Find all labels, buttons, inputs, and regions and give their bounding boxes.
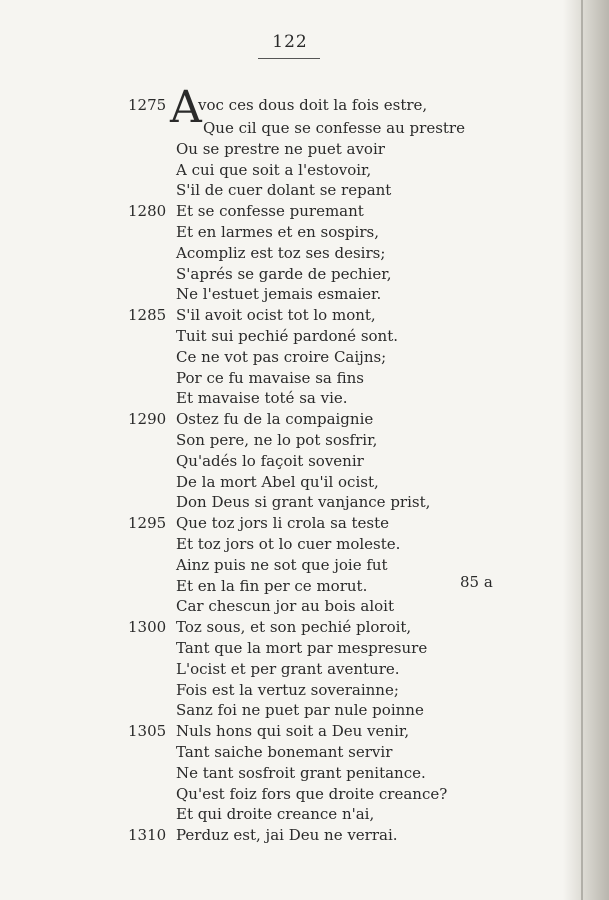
verse-line: S'il avoit ocist tot lo mont, (176, 306, 376, 324)
verse-line: De la mort Abel qu'il ocist, (176, 473, 379, 491)
verse-line: Qu'adés lo façoit sovenir (176, 452, 364, 470)
verse-line: Tant saiche bonemant servir (176, 743, 393, 761)
verse-line: Ou se prestre ne puet avoir (176, 140, 385, 158)
verse-line: Ce ne vot pas croire Caijns; (176, 348, 387, 366)
verse-line: Et qui droite creance n'ai, (176, 805, 375, 823)
verse-line: Ainz puis ne sot que joie fut (176, 556, 388, 574)
verse-line: Et en larmes et en sospirs, (176, 223, 379, 241)
verse-line: Que toz jors li crola sa teste (176, 514, 390, 532)
verse-line: Ostez fu de la compaignie (176, 410, 374, 428)
verse-line: Et toz jors ot lo cuer moleste. (176, 535, 401, 553)
verse-line: Toz sous, et son pechié ploroit, (176, 618, 412, 636)
verse-line: Son pere, ne lo pot sosfrir, (176, 431, 378, 449)
verse-line: Sanz foi ne puet par nule poinne (176, 701, 424, 719)
line-number: 1275 (128, 96, 167, 114)
page-number: 122 (272, 32, 308, 52)
verse-line: Perduz est, jai Deu ne verrai. (176, 826, 398, 844)
page-gutter-shadow (563, 0, 609, 900)
gutter-line (581, 0, 583, 900)
line-number: 1295 (128, 514, 167, 532)
page-number-rule (258, 58, 320, 59)
line-number: 1310 (128, 826, 167, 844)
verse-line: Que cil que se confesse au prestre (203, 119, 465, 137)
verse-line: Don Deus si grant vanjance prist, (176, 493, 431, 511)
verse-line: Tant que la mort par mespresure (176, 639, 428, 657)
verse-line: Acompliz est toz ses desirs; (176, 244, 386, 262)
verse-line: Ne tant sosfroit grant penitance. (176, 764, 426, 782)
line-number: 1305 (128, 722, 167, 740)
line-number: 1290 (128, 410, 167, 428)
line-number: 1285 (128, 306, 167, 324)
verse-line: Car chescun jor au bois aloit (176, 597, 394, 615)
folio-marginal-note: 85 a (460, 573, 493, 591)
line-number: 1300 (128, 618, 167, 636)
verse-line: Et se confesse puremant (176, 202, 364, 220)
verse-line: Tuit sui pechié pardoné sont. (176, 327, 399, 345)
verse-line: Ne l'estuet jemais esmaier. (176, 285, 382, 303)
drop-cap-initial: A (170, 82, 202, 133)
verse-line: S'aprés se garde de pechier, (176, 265, 392, 283)
verse-line: Qu'est foiz fors que droite creance? (176, 785, 448, 803)
line-number: 1280 (128, 202, 167, 220)
verse-line: A cui que soit a l'estovoir, (176, 161, 372, 179)
verse-line: Et en la fin per ce morut. (176, 577, 368, 595)
verse-line: Fois est la vertuz soverainne; (176, 681, 399, 699)
verse-line: Nuls hons qui soit a Deu venir, (176, 722, 410, 740)
verse-line: voc ces dous doit la fois estre, (198, 96, 428, 114)
verse-line: Et mavaise toté sa vie. (176, 389, 348, 407)
verse-line: L'ocist et per grant aventure. (176, 660, 400, 678)
verse-line: S'il de cuer dolant se repant (176, 181, 392, 199)
verse-line: Por ce fu mavaise sa fins (176, 369, 364, 387)
